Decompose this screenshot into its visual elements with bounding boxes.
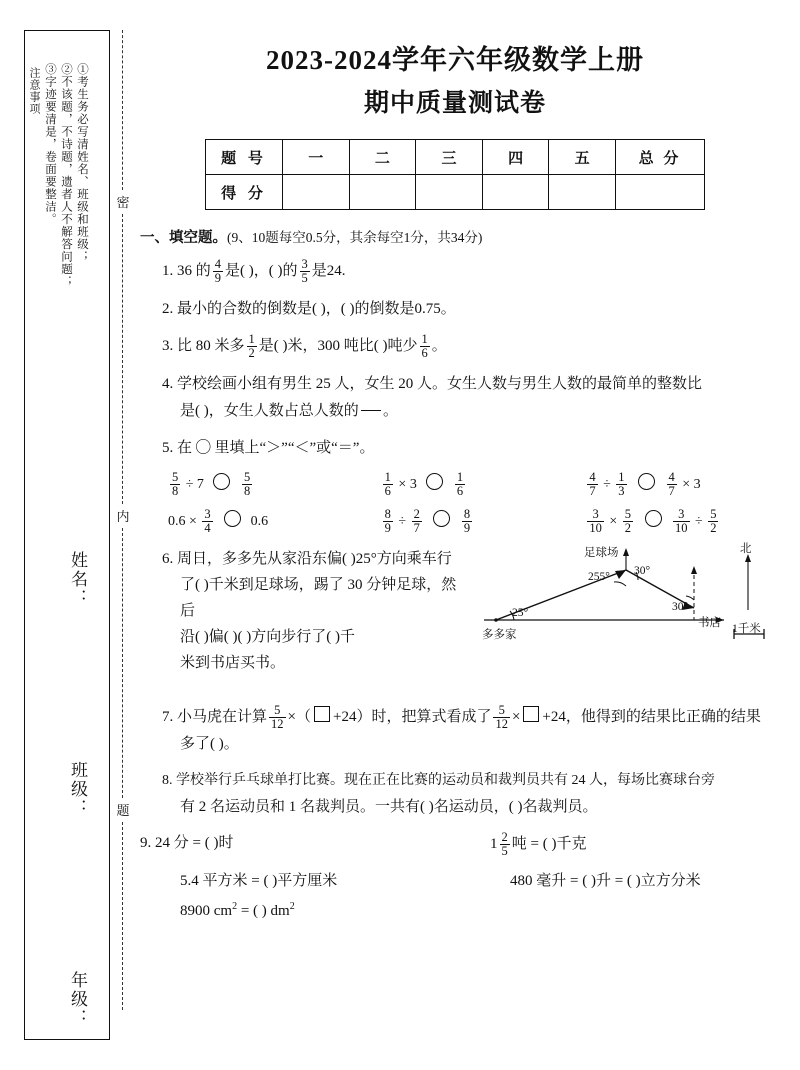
margin-strip-inner: [25, 31, 109, 1039]
q5-3-op: ÷: [603, 477, 611, 493]
q5-4-compare-circle[interactable]: [224, 510, 241, 527]
q5-3-f1: $\frac{4}{7}$: [589, 470, 596, 498]
q5-3-op2: × 3: [682, 477, 701, 493]
q6-label-shop: 书店: [698, 617, 721, 630]
q6-line-2: 了( )千米到足球场，踢了 30 分钟足球，然后: [180, 577, 457, 620]
question-9: [140, 831, 770, 858]
q6-angle-start: 25°: [512, 607, 529, 620]
seal-dash-1: [122, 30, 123, 190]
q4-answer-fraction: [361, 397, 381, 424]
question-2: [140, 296, 770, 322]
q4-line-2: [140, 397, 770, 424]
question-6: [140, 543, 770, 676]
q5-4-f1: $\frac{3}{4}$: [204, 507, 211, 536]
q6-line-4: 米到书店买书。: [180, 655, 286, 672]
score-table-value-row: [206, 175, 705, 210]
section-1-note: (9、10题每空0.5分，其余每空1分，共34分): [227, 230, 483, 245]
q5-6-f3: $\frac{3}{10}$: [675, 507, 688, 536]
question-5: [140, 435, 770, 535]
q7-pre: 7. 小马虎在计算: [162, 709, 268, 726]
q6-angle-mid-left: 255°: [588, 571, 610, 584]
q6-angle-mid-right: 30°: [634, 565, 651, 578]
q5-6-op: ×: [609, 514, 618, 530]
q5-item-5: [353, 508, 566, 535]
score-cell-2[interactable]: [349, 175, 416, 210]
score-table: [205, 139, 705, 210]
notice-line-2: ②不该题，不诗题，遗者人不解答问题；: [60, 63, 72, 288]
q3-pre: 3. 比 80 米多: [162, 338, 245, 355]
question-7: [140, 704, 770, 757]
q8-line-1: 8. 学校举行乒乓球单打比赛。现在正在比赛的运动员和裁判员共有 24 人，每场比赛球台旁: [162, 773, 715, 789]
q5-item-4: [140, 508, 353, 535]
q5-1-f2: $\frac{5}{8}$: [243, 470, 251, 498]
q6-direction-diagram: [476, 542, 776, 658]
q5-5-f1: $\frac{8}{9}$: [384, 507, 391, 536]
question-10-row-2: [140, 901, 770, 920]
exam-title-line2: 期中质量测试卷: [363, 90, 546, 117]
q6-angle-end: 30°: [672, 601, 689, 614]
q4-line2-post: 。: [383, 402, 399, 419]
seal-dash-3: [122, 528, 123, 798]
score-table-header-row: [206, 140, 705, 175]
q10-left-2: [140, 901, 440, 920]
q1-post: 是24.: [311, 263, 346, 280]
q3-fraction-2: $\frac{1}{6}$: [421, 332, 428, 360]
field-grade-label: 年级：: [68, 971, 87, 1028]
q5-1-compare-circle[interactable]: [213, 473, 230, 490]
exam-content: [140, 30, 770, 920]
q5-3-f2: $\frac{4}{7}$: [668, 470, 675, 498]
notice-label-column: [28, 67, 40, 115]
seal-char-3: 题: [116, 803, 130, 818]
notice-line-1: ①考生务必写清姓名、班级和班级；: [76, 63, 88, 263]
score-cell-3[interactable]: [416, 175, 483, 210]
q7-box-2[interactable]: [523, 706, 539, 722]
seal-line-column: [112, 0, 134, 1010]
q9-right-post: 吨 = ( )千克: [511, 836, 587, 853]
q5-1-f1: $\frac{5}{8}$: [172, 470, 179, 498]
q5-6-f4: $\frac{5}{2}$: [710, 507, 717, 536]
notice-lines: [43, 63, 89, 393]
score-table-row-label-2: 得 分: [206, 175, 283, 210]
q6-line-3: 沿( )偏( )( )方向步行了( )千: [180, 629, 355, 646]
q5-2-compare-circle[interactable]: [426, 473, 443, 490]
q6-label-scale: 1千米: [732, 623, 761, 636]
q5-2-op: × 3: [398, 477, 417, 493]
question-4: [140, 371, 770, 424]
q10-right-2: [440, 901, 770, 920]
q5-6-f1: $\frac{3}{10}$: [589, 507, 602, 536]
exam-title-line1: 2023-2024学年六年级数学上册: [266, 45, 644, 75]
q7-line-1: [140, 704, 770, 731]
q6-text: [140, 546, 470, 676]
question-1: [140, 258, 770, 285]
q5-row-1: [140, 471, 770, 498]
q10-left2-mid: = ( ) dm: [237, 903, 290, 920]
q5-4-right: 0.6: [250, 514, 269, 530]
seal-dash-2: [122, 214, 123, 504]
q7-fraction-1: $\frac{5}{12}$: [271, 703, 284, 732]
q10-left2-pre: 8900 cm: [180, 903, 233, 920]
q10-right-1: 480 毫升 = ( )升 = ( )立方分米: [510, 873, 701, 890]
q5-title: 5. 在 ◯ 里填上“＞”“＜”或“＝”。: [162, 440, 375, 456]
score-cell-4[interactable]: [482, 175, 549, 210]
q5-5-compare-circle[interactable]: [433, 510, 450, 527]
score-col-4: 四: [482, 140, 549, 175]
q5-2-f1: $\frac{1}{6}$: [384, 470, 391, 498]
q5-item-1: [140, 471, 353, 498]
q10-sup-2: 2: [289, 901, 295, 913]
q5-3-f-extra: $\frac{1}{3}$: [618, 470, 625, 498]
q5-1-op: ÷ 7: [185, 477, 204, 493]
score-col-2: 二: [349, 140, 416, 175]
q2-text: 2. 最小的合数的倒数是( )，( )的倒数是0.75。: [162, 301, 456, 317]
q6-line-1: 6. 周日，多多先从家沿东偏( )25°方向乘车行: [162, 551, 452, 568]
q3-mid: 是( )米，300 吨比( )吨少: [258, 338, 418, 355]
q8-line-2: 有 2 名运动员和 1 名裁判员。一共有( )名运动员，( )名裁判员。: [180, 799, 598, 816]
q3-post: 。: [431, 338, 447, 355]
q5-row-2: [140, 508, 770, 535]
q1-fraction-1: $\frac{4}{9}$: [214, 257, 222, 285]
seal-char-1: 密: [116, 195, 130, 210]
q5-5-f2: $\frac{2}{7}$: [413, 507, 420, 536]
q7-post: ×: [511, 709, 521, 726]
q10-left-1: 5.4 平方米 = ( )平方厘米: [180, 873, 338, 890]
question-3: [140, 333, 770, 360]
q7-box-1[interactable]: [314, 706, 330, 722]
q9-left: 9. 24 分 = ( )时: [140, 835, 234, 852]
q4-line-1: 4. 学校绘画小组有男生 25 人，女生 20 人。女生人数与男生人数的最简单的整数比: [162, 376, 703, 392]
field-class-label: 班级：: [68, 761, 87, 818]
q7-mid: ×（: [287, 709, 311, 726]
field-name-label: 姓名：: [68, 551, 87, 608]
score-col-3: 三: [416, 140, 483, 175]
q3-fraction-1: $\frac{1}{2}$: [248, 332, 255, 360]
q5-4-left: 0.6 ×: [168, 514, 197, 530]
q5-5-op: ÷: [398, 514, 407, 530]
section-1-heading: 一、填空题。: [140, 230, 227, 246]
score-table-row-label-1: 题 号: [206, 140, 283, 175]
q5-6-op2: ÷: [695, 514, 703, 530]
notice-line-3: ③字迹要清是，卷面要整洁。: [44, 63, 56, 226]
q5-item-6: [565, 508, 770, 535]
q9-whole: 1: [490, 836, 498, 853]
q9-right: [420, 831, 770, 858]
score-col-5: 五: [549, 140, 616, 175]
question-8: [140, 768, 770, 820]
q6-label-field: 足球场: [584, 547, 619, 560]
q1-mid: 是( )，( )的: [225, 263, 298, 280]
q10-sup-1: 2: [232, 901, 238, 913]
q5-5-f3: $\frac{8}{9}$: [463, 507, 471, 536]
q5-6-f2: $\frac{5}{2}$: [624, 507, 631, 536]
margin-strip: [24, 30, 110, 1040]
score-cell-5[interactable]: [549, 175, 616, 210]
q7-fraction-2: $\frac{5}{12}$: [495, 703, 508, 732]
seal-char-2: 内: [116, 509, 130, 524]
seal-dash-4: [122, 822, 123, 1010]
q5-item-3: [565, 471, 770, 498]
score-cell-total[interactable]: [616, 175, 705, 210]
score-col-total: 总 分: [616, 140, 705, 175]
q7-end: +24，他得到的结果比正确的结果: [542, 709, 761, 726]
q5-3-compare-circle[interactable]: [638, 473, 655, 490]
question-10-row-1: [140, 869, 770, 890]
q5-2-f2: $\frac{1}{6}$: [456, 470, 464, 498]
q1-fraction-2: $\frac{3}{5}$: [301, 257, 308, 285]
section-1-title: [140, 226, 770, 247]
score-cell-1[interactable]: [283, 175, 350, 210]
notice-label: 注意事项: [28, 67, 40, 115]
q6-label-home: 多多家: [482, 629, 517, 642]
q9-fraction: $\frac{2}{5}$: [501, 830, 508, 859]
q5-6-compare-circle[interactable]: [645, 510, 662, 527]
q4-line2-pre: 是( )，女生人数占总人数的: [180, 402, 359, 419]
score-col-1: 一: [283, 140, 350, 175]
q7-mid2: +24）时，把算式看成了: [332, 709, 492, 726]
q7-line-2: 多了( )。: [180, 736, 239, 753]
q5-item-2: [353, 471, 566, 498]
q6-label-north: 北: [740, 543, 752, 556]
q1-pre: 1. 36 的: [162, 263, 211, 280]
